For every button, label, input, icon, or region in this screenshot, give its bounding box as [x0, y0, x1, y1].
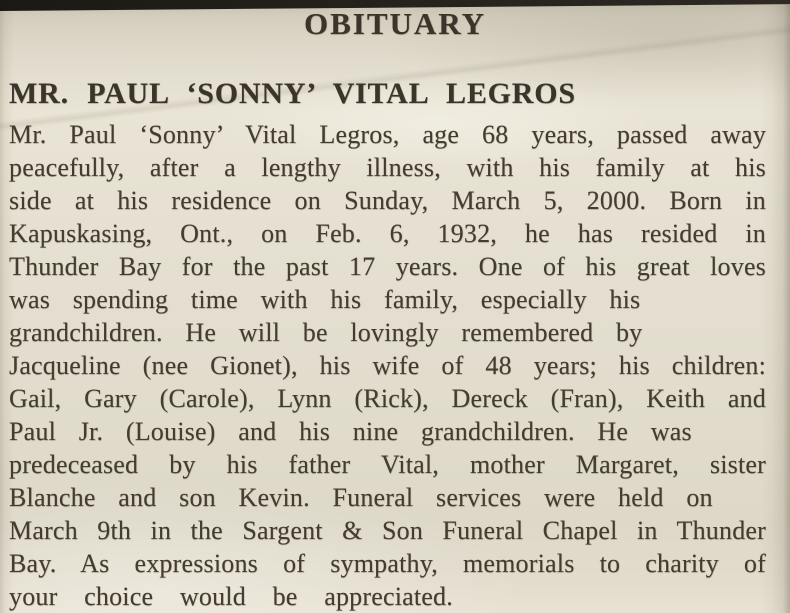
body-line: Kapuskasing, Ont., on Feb. 6, 1932, he has resided in [9, 219, 766, 248]
body-line: Thunder Bay for the past 17 years. One of his great loves [9, 252, 766, 281]
body-line: Paul Jr. (Louise) and his nine grandchildren. He was [9, 417, 692, 446]
body-line: Blanche and son Kevin. Funeral services were held on [9, 483, 713, 512]
obituary-article [9, 72, 766, 613]
body-line: peacefully, after a lengthy illness, with his family at his [9, 153, 766, 182]
body-line: Mr. Paul ‘Sonny’ Vital Legros, age 68 years, passed away [9, 120, 766, 149]
body-line: side at his residence on Sunday, March 5, 2000. Born in [9, 186, 766, 215]
obituary-section-header: OBITUARY [304, 6, 486, 41]
body-line: March 9th in the Sargent & Son Funeral Chapel in Thunder [9, 516, 766, 545]
body-line: Gail, Gary (Carole), Lynn (Rick), Dereck (Fran), Keith and [9, 384, 766, 413]
body-line: Bay. As expressions of sympathy, memorials to charity of [9, 549, 766, 578]
body-line: grandchildren. He will be lovingly remembered by [9, 318, 643, 347]
obituary-title: MR. PAUL ‘SONNY’ VITAL LEGROS [9, 77, 576, 110]
body-line: was spending time with his family, especially his [9, 285, 641, 314]
body-line: your choice would be appreciated. [9, 582, 453, 611]
obituary-body [9, 118, 766, 613]
body-line: Jacqueline (nee Gionet), his wife of 48 years; his children: [9, 351, 766, 380]
body-line: predeceased by his father Vital, mother Margaret, sister [9, 450, 766, 479]
